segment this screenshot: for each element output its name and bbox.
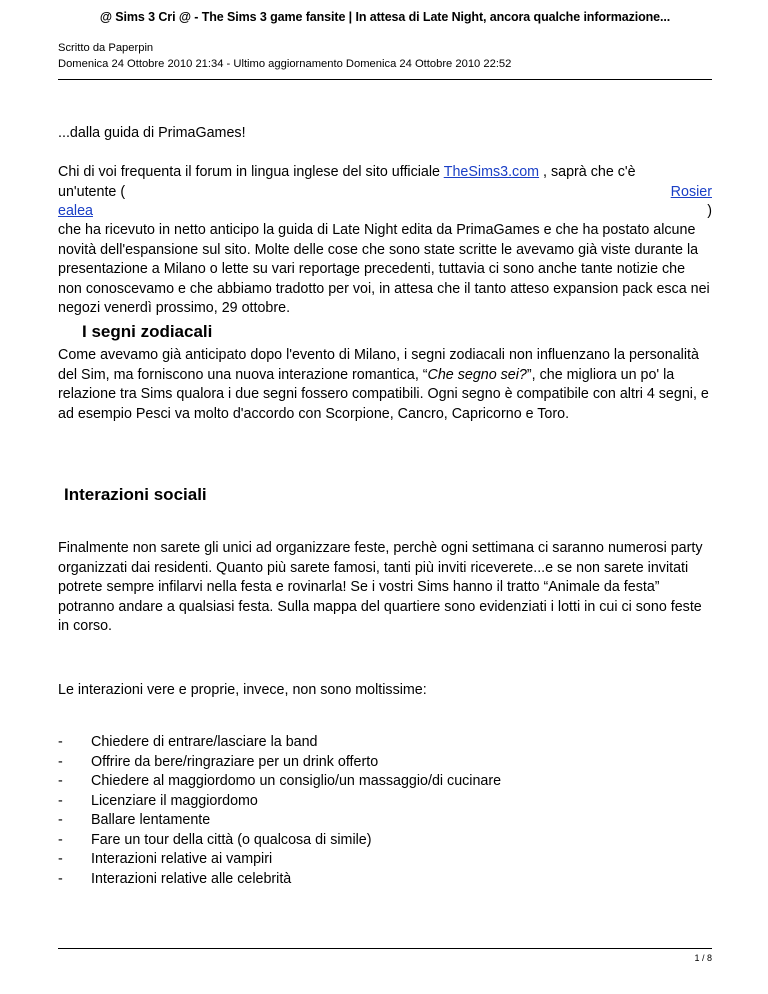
- list-item: [58, 811, 712, 831]
- list-item-text: Interazioni relative alle celebrità: [91, 870, 292, 887]
- interactions-list: [58, 733, 712, 889]
- list-item-text: Fare un tour della città (o qualcosa di simile): [91, 831, 372, 848]
- list-item: [58, 831, 712, 851]
- user-link-part1[interactable]: Rosier: [670, 183, 712, 200]
- interactions-intro: Le interazioni vere e proprie, invece, non sono moltissime:: [58, 682, 427, 698]
- date-line: Domenica 24 Ottobre 2010 21:34 - Ultimo aggiornamento Domenica 24 Ottobre 2010 22:52: [58, 58, 512, 70]
- author-line: Scritto da Paperpin: [58, 42, 154, 54]
- document-title: @ Sims 3 Cri @ - The Sims 3 game fansite | In attesa di Late Night, ancora qualche informazione...: [99, 10, 671, 24]
- list-item: [58, 870, 712, 890]
- thesims3-link[interactable]: TheSims3.com: [443, 164, 540, 180]
- list-item-text: Licenziare il maggiordomo: [91, 792, 258, 809]
- list-item-text: Ballare lentamente: [91, 812, 211, 828]
- intro-text: ...dalla guida di PrimaGames!: [58, 125, 246, 141]
- paragraph-zodiac: [58, 346, 712, 424]
- close-paren: ): [707, 203, 712, 219]
- section-heading-zodiac: I segni zodiacali: [82, 322, 213, 341]
- paragraph-text: che ha ricevuto in netto anticipo la guida di Late Night edita da PrimaGames e che ha postato alcune novità dell'espansione sul sito. Molte delle cose che sono state scritte le avevamo già viste durante la presentazione a Milano o lette su vari reportage precedenti, tuttavia ci sono anche tante notizie che non conoscevamo e che abbiamo tradotto per voi, in attesa che il tanto atteso expansion pack esca nei negozi venerdì prossimo, 29 ottobre.: [58, 222, 710, 316]
- paragraph-line: [58, 163, 712, 183]
- list-item: [58, 733, 712, 753]
- paragraph-text: , saprà che c'è: [539, 164, 636, 180]
- list-item: [58, 792, 712, 812]
- list-dash: -: [58, 851, 63, 867]
- section-heading-social: Interazioni sociali: [64, 485, 207, 504]
- paragraph-line: [58, 183, 712, 203]
- paragraph-social: Finalmente non sarete gli unici ad organizzare feste, perchè ogni settimana ci saranno numerosi party organizzati dai residenti. Quanto più sarete famosi, tanti più inviti riceverete...e se non sarete invitati potrete sempre infilarvi nella festa e rovinarla! Se i vostri Sims hanno il tratto “Animale da festa” potranno andare a qualsiasi festa. Sulla mappa del quartiere sono evidenziati i lotti in cui ci sono feste in corso.: [58, 540, 703, 634]
- list-item: [58, 850, 712, 870]
- list-dash: -: [58, 812, 63, 828]
- paragraph-text: un'utente (: [58, 183, 126, 200]
- user-link-part2[interactable]: ealea: [58, 203, 93, 219]
- list-dash: -: [58, 831, 63, 848]
- list-item: [58, 772, 712, 792]
- list-dash: -: [58, 734, 63, 750]
- list-dash: -: [58, 773, 63, 789]
- list-item-text: Interazioni relative ai vampiri: [91, 851, 273, 867]
- paragraph-text: ”, che migliora un po' la relazione tra Sims qualora i due segni fossero compatibili. Ogni segno è compatibile con altri 4 segni, e ad esempio Pesci va molto d'accordo con Scorpione, Cancro, Capricorno e Toro.: [58, 366, 709, 422]
- footer-divider: [58, 948, 712, 949]
- list-item-text: Chiedere al maggiordomo un consiglio/un massaggio/di cucinare: [91, 773, 502, 789]
- list-dash: -: [58, 753, 63, 770]
- paragraph-text: Come avevamo già anticipato dopo l'evento di Milano, i segni zodiacali non influenzano la personalità del Sim, ma forniscono una nuova interazione romantica, “: [58, 347, 699, 383]
- list-item-text: Offrire da bere/ringraziare per un drink offerto: [91, 753, 379, 770]
- list-dash: -: [58, 792, 63, 809]
- list-dash: -: [58, 870, 63, 887]
- italic-text: Che segno sei?: [427, 366, 527, 383]
- paragraph-text: Chi di voi frequenta il forum in lingua inglese del sito ufficiale: [58, 164, 444, 180]
- page-number: 1 / 8: [694, 953, 712, 963]
- header-divider: [58, 79, 712, 80]
- list-item: [58, 753, 712, 773]
- paragraph-line: [58, 202, 712, 222]
- list-item-text: Chiedere di entrare/lasciare la band: [91, 734, 318, 750]
